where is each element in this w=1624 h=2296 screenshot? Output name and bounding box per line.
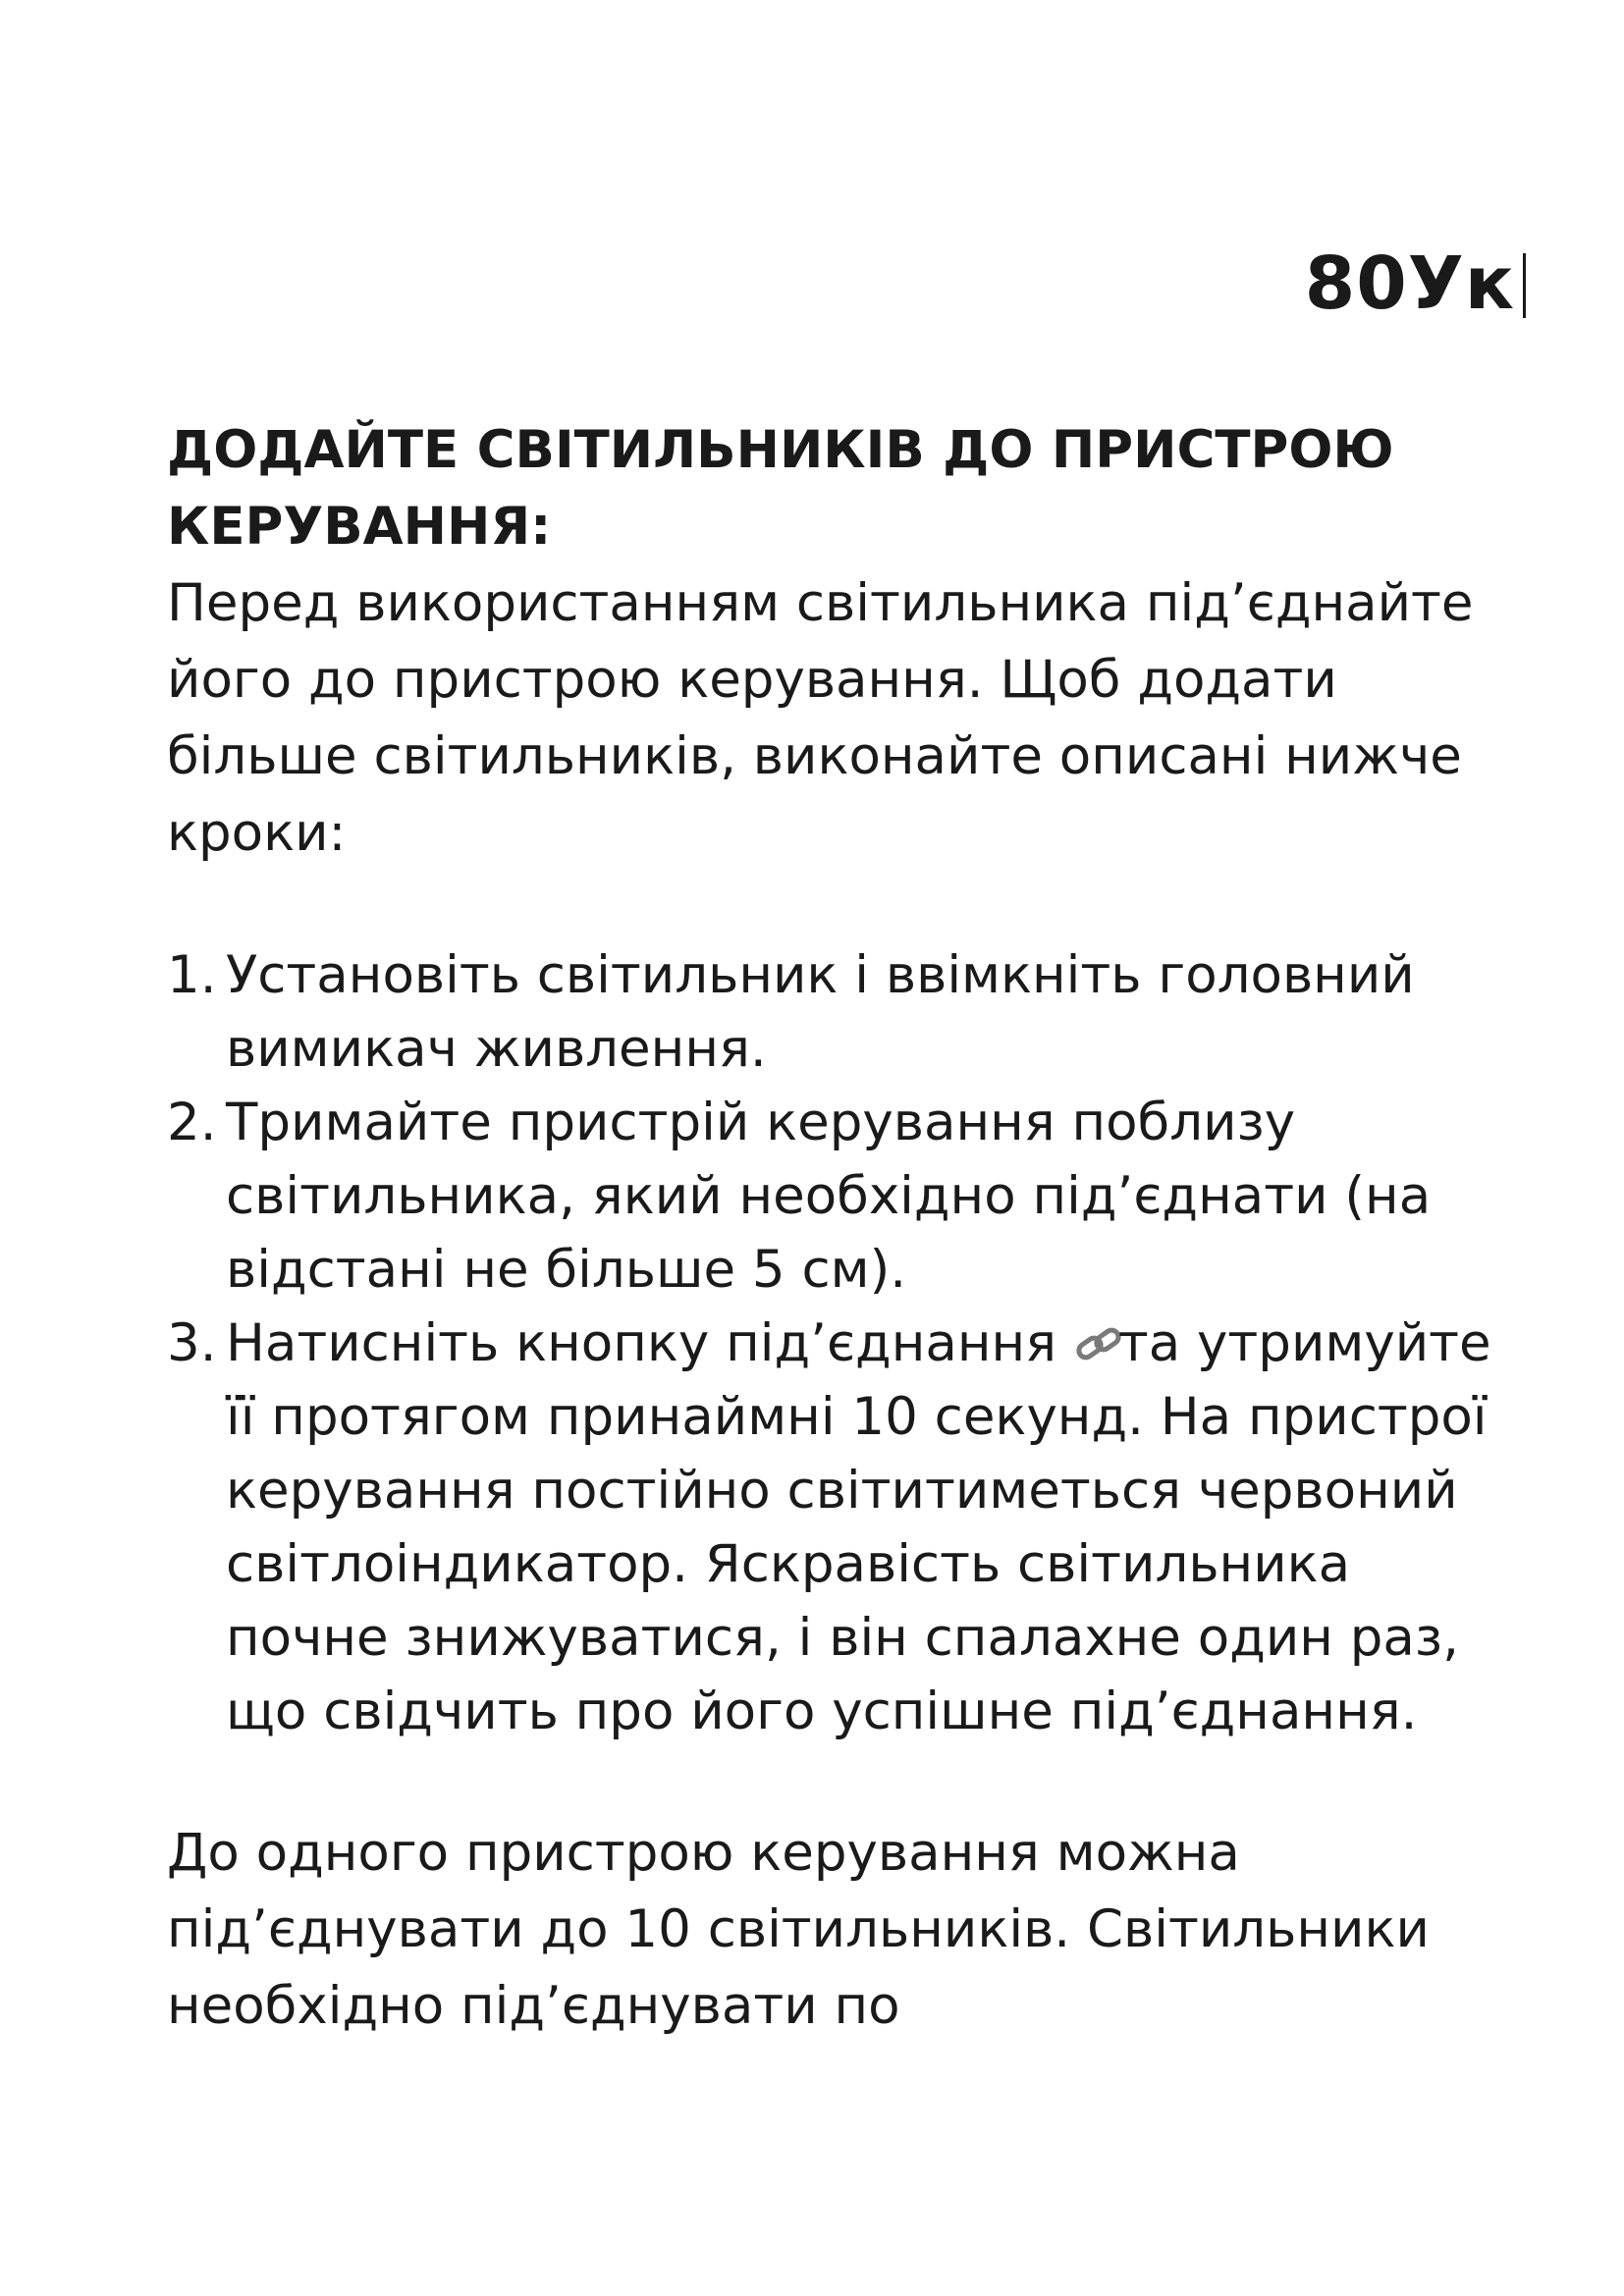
step-text-after-icon: та утримуйте її протягом принаймні 10 секунд. На пристрої керування постійно світитиметься червоний світлоіндикатор. Яскравість світильника почне знижуватися, і він спалахне один раз, що свідчить про його успішне під’єднання. — [226, 1313, 1491, 1741]
intro-paragraph: Перед використанням світильника під’єднайте його до пристрою керування. Щоб додати більше світильників, виконайте описані нижче кроки: — [167, 573, 1474, 863]
closing-paragraph: До одного пристрою керування можна під’єднувати до 10 світильників. Світильники необхідно під’єднувати по — [167, 1823, 1430, 2036]
section-heading: ДОДАЙТЕ СВІТИЛЬНИКІВ ДО ПРИСТРОЮ КЕРУВАННЯ: — [167, 420, 1394, 557]
step-item-2 — [167, 1086, 1492, 1307]
link-icon — [1075, 1310, 1124, 1350]
page-content — [167, 412, 1492, 2045]
step-number: 2. — [167, 1093, 217, 1152]
step-text: Установіть світильник і ввімкніть головний вимикач живлення. — [226, 945, 1415, 1079]
page-number-rule — [1523, 253, 1526, 318]
page-number-text: 80Ук — [1304, 241, 1515, 326]
step-text: Тримайте пристрій керування поблизу світильника, який необхідно під’єднати (на відстані не більше 5 см). — [226, 1093, 1432, 1300]
steps-list — [167, 938, 1492, 1748]
step-text-before-icon: Натисніть кнопку під’єднання — [226, 1313, 1073, 1373]
step-item-1 — [167, 938, 1492, 1086]
step-item-3 — [167, 1307, 1492, 1748]
step-number: 3. — [167, 1313, 217, 1373]
step-number: 1. — [167, 945, 217, 1005]
page-number — [1304, 241, 1526, 326]
